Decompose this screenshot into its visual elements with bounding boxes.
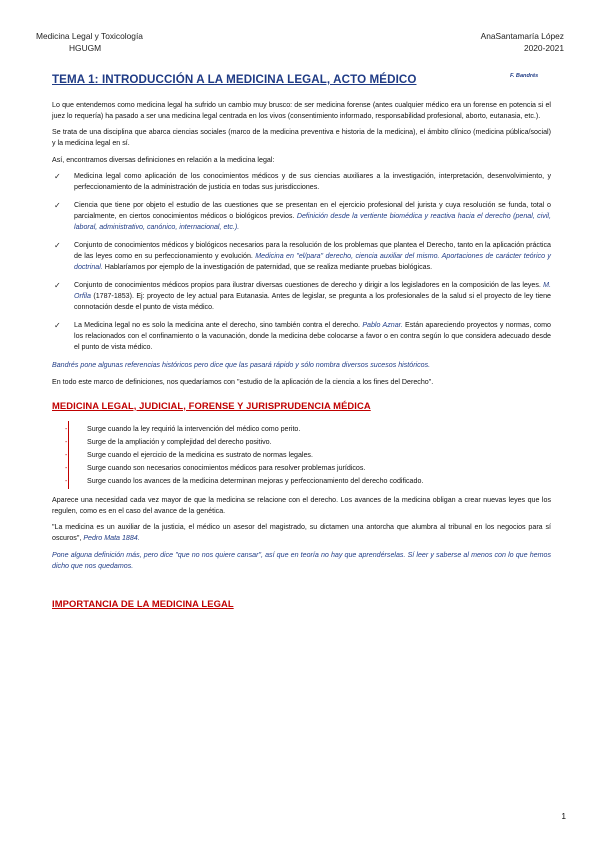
definition-text: Conjunto de conocimientos médicos propios para ilustrar diversas cuestiones de derecho y dirigir a los legisladores en la composición de las leyes.: [74, 281, 541, 290]
definitions-list: [52, 171, 551, 354]
quote-text: "La medicina es un auxiliar de la justicia, el médico un asesor del magistrado, su dictamen una antorcha que alumbra al tribunal en los negocios para sí oscuros",: [52, 523, 551, 543]
check-icon: ✓: [54, 201, 61, 211]
definition-note: Definición desde la vertiente biomédica y reactiva hacia el derecho (penal, civil, laboral, administrativo, canónico, internacional, etc.).: [74, 212, 551, 232]
title-row: [52, 70, 552, 88]
definition-extra: (1787-1853). Ej: proyecto de ley actual para Eutanasia. Antes de legislar, se pregunta a los profesionales de la salud si el proyecto de ley tiene connotación desde el punto de vista médico.: [74, 292, 551, 312]
list-item: [52, 280, 551, 313]
definition-extra: Hablaríamos por ejemplo de la investigación de paternidad, que se realiza mediante pruebas biológicas.: [104, 263, 433, 272]
scope-paragraph: Se trata de una disciplina que abarca ciencias sociales (marco de la medicina preventiva e historia de la medicina), el ámbito clínico (medicina pública/social) y la medicina legal en sí.: [52, 128, 551, 148]
definition-note: M. Orfila: [74, 281, 551, 301]
definition-note: Medicina en "el/para" derecho, ciencia auxiliar del mismo. Aportaciones de carácter teórico y doctrinal.: [74, 252, 551, 272]
definitions-note: Pone alguna definición más, pero dice "que no nos quiere cansar", así que en teoría no hay que aprendérselas. Sí leer y saberse al menos con lo que hemos dicho que nos quedamos.: [52, 550, 551, 570]
list-item: [52, 171, 551, 193]
header-right: [481, 30, 564, 54]
list-item: [52, 240, 551, 273]
section-heading-medicina-legal: MEDICINA LEGAL, JUDICIAL, FORENSE Y JURISPRUDENCIA MÉDICA: [52, 399, 371, 411]
relation-paragraph: Aparece una necesidad cada vez mayor de que la medicina se relacione con el derecho. Los avances de la medicina obligan a crear nuevas leyes que los regulen, como es en el caso del avance de la genética.: [52, 495, 551, 515]
definition-text: Ciencia que tiene por objeto el estudio de las cuestiones que se presentan en el ejercicio profesional del jurista y cuya resolución se funda, total o parcialmente, en ciertos conocimientos médicos o biológicos previos.: [74, 201, 551, 221]
section-heading-importancia: IMPORTANCIA DE LA MEDICINA LEGAL: [52, 597, 234, 609]
dash-icon: -: [65, 477, 68, 485]
dash-icon: -: [65, 425, 68, 433]
author-name: AnaSantamaría López: [480, 31, 564, 41]
quote-paragraph: [52, 522, 551, 544]
list-item: - Surge cuando son necesarios conocimientos médicos para resolver problemas jurídicos.: [69, 462, 551, 475]
dash-icon: -: [65, 451, 68, 459]
check-icon: ✓: [54, 241, 61, 251]
list-item: [52, 320, 551, 353]
summary-paragraph: En todo este marco de definiciones, nos quedaríamos con "estudio de la aplicación de la ciencia a los fines del Derecho".: [52, 377, 434, 386]
definition-note: Pablo Aznar.: [362, 321, 403, 330]
definitions-intro: Así, encontramos diversas definiciones en relación a la medicina legal:: [52, 155, 275, 164]
definition-text: Medicina legal como aplicación de los conocimientos médicos y de sus ciencias auxiliares a la investigación, interpretación, desenvolvimiento, y perfeccionamiento de la administración de justicia en todas sus jurisdicciones.: [74, 172, 551, 192]
check-icon: ✓: [54, 172, 61, 182]
origins-list: [65, 421, 551, 489]
dash-icon: -: [65, 438, 68, 446]
bandres-note: Bandrés pone algunas referencias históricos pero dice que las pasará rápido y sólo nombra diversos sucesos históricos.: [52, 361, 431, 370]
intro-paragraph: Lo que entendemos como medicina legal ha sufrido un cambio muy brusco: de ser medicina forense (antes cualquier médico era un forense en potencia si el juez lo requería) ha pasado a ser una medicina legal centrada en los vivos (consentimiento informado, responsabilidad profesional, aborto, eutanasia, etc.).: [52, 101, 551, 121]
list-item: - Surge cuando los avances de la medicina determinan mejoras y perfeccionamiento del derecho codificado.: [69, 475, 551, 488]
definition-extra: Están apareciendo proyectos y normas, como los relacionados con el confinamiento o la vacunación, donde la medicina debe colocarse a favor o en contra según lo que considera adecuado desde el punto de vista médico.: [74, 321, 551, 352]
page-title: TEMA 1: INTRODUCCIÓN A LA MEDICINA LEGAL, ACTO MÉDICO: [52, 73, 417, 86]
definition-text: Conjunto de conocimientos médicos y biológicos necesarios para la resolución de los problemas que plantea el Derecho, tanto en la aplicación práctica de las leyes como en su perfeccionamiento y evolución.: [74, 241, 551, 261]
list-item: - Surge de la ampliación y complejidad del derecho positivo.: [69, 436, 551, 449]
dash-icon: -: [65, 464, 68, 472]
header-left: [36, 30, 143, 54]
academic-year: 2020-2021: [523, 43, 564, 53]
quote-author: Pedro Mata 1884.: [83, 534, 140, 543]
professor-name: F. Bandrés: [510, 73, 539, 79]
course-name: Medicina Legal y Toxicología: [36, 31, 143, 41]
document-body: [52, 100, 551, 609]
check-icon: ✓: [54, 281, 61, 291]
page-number: 1: [561, 811, 566, 821]
definition-text: La Medicina legal no es solo la medicina ante el derecho, sino también contra el derecho.: [74, 321, 361, 330]
list-item: - Surge cuando la ley requirió la intervención del médico como perito.: [69, 423, 551, 436]
check-icon: ✓: [54, 321, 61, 331]
list-item: - Surge cuando el ejercicio de la medicina es sustrato de normas legales.: [69, 449, 551, 462]
list-item: [52, 200, 551, 233]
hospital-name: HGUGM: [69, 43, 102, 53]
